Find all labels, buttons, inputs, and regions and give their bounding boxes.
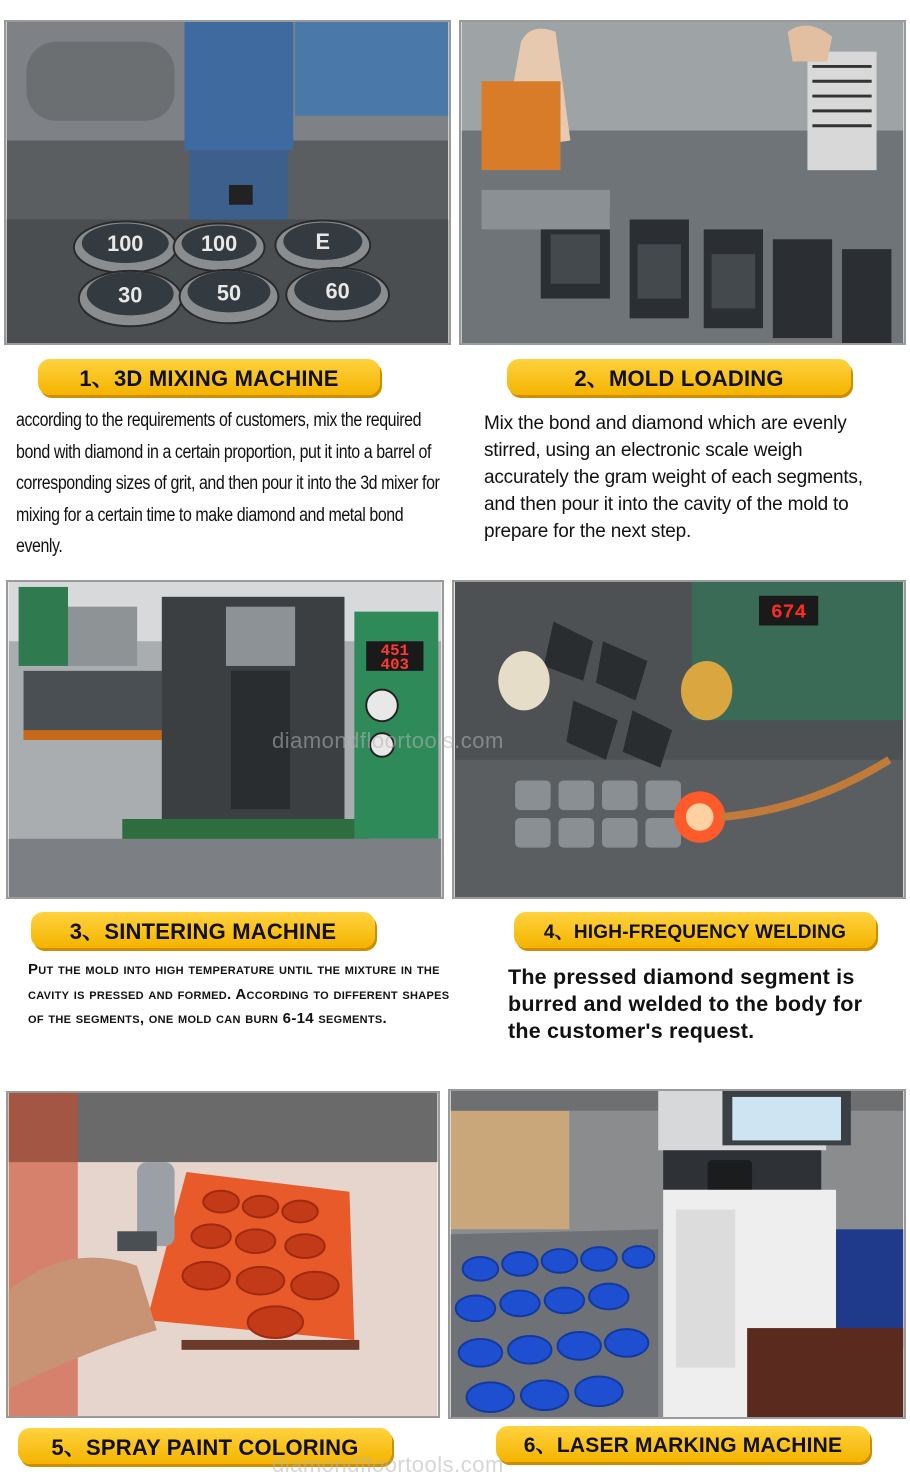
- spray-paint-illustration: [8, 1093, 438, 1416]
- photo-high-frequency-welding: [452, 580, 906, 899]
- photo-3d-mixing-machine: [4, 20, 451, 345]
- mixing-machine-illustration: [6, 22, 449, 343]
- watermark-bottom: diamondfloortools.com: [272, 1452, 504, 1477]
- watermark-middle: diamondfloortools.com: [272, 728, 504, 753]
- bucket-label-4: 30: [118, 282, 143, 308]
- step-2-description: Mix the bond and diamond which are evenly stirred, using an electronic scale weigh accurately the gram weight of each segments, and then pour it into the cavity of the mold to prepare for the next step.: [484, 413, 863, 542]
- bucket-label-6: 60: [325, 278, 350, 304]
- controller-readout-2: 403: [380, 655, 410, 674]
- laser-marking-illustration: [450, 1091, 904, 1417]
- controller-readout-1: 451: [380, 642, 410, 661]
- step-2-title: 2、MOLD LOADING: [507, 359, 851, 395]
- welder-readout: 674: [770, 601, 807, 624]
- bucket-label-3: E: [315, 229, 331, 255]
- bucket-label-5: 50: [216, 280, 242, 306]
- photo-spray-paint-coloring: [6, 1091, 440, 1418]
- step-1-title: 1、3D MIXING MACHINE: [38, 359, 380, 395]
- photo-laser-marking-machine: [448, 1089, 906, 1419]
- step-5-title: 5、SPRAY PAINT COLORING: [18, 1428, 392, 1464]
- step-6-title: 6、LASER MARKING MACHINE: [496, 1426, 870, 1462]
- welding-illustration: [454, 582, 904, 897]
- mold-loading-illustration: [461, 22, 904, 343]
- step-4-description: The pressed diamond segment is burred and welded to the body for the customer's request.: [508, 965, 863, 1043]
- step-3-title: 3、SINTERING MACHINE: [31, 912, 375, 948]
- photo-mold-loading: [459, 20, 906, 345]
- step-1-description: according to the requirements of customers, mix the required bond with diamond in a certain proportion, put it into a barrel of corresponding sizes of grit, and then pour it into the 3d mixer for mixing for a certain time to make diamond and metal bond evenly.: [16, 410, 440, 557]
- bucket-label-1: 100: [107, 231, 144, 257]
- step-3-description: Put the mold into high temperature until the mixture in the cavity is pressed and formed. According to different shapes of the segments, one mold can burn 6-14 segments.: [28, 961, 450, 1027]
- step-4-title: 4、HIGH-FREQUENCY WELDING: [514, 912, 876, 948]
- bucket-label-2: 100: [200, 231, 238, 257]
